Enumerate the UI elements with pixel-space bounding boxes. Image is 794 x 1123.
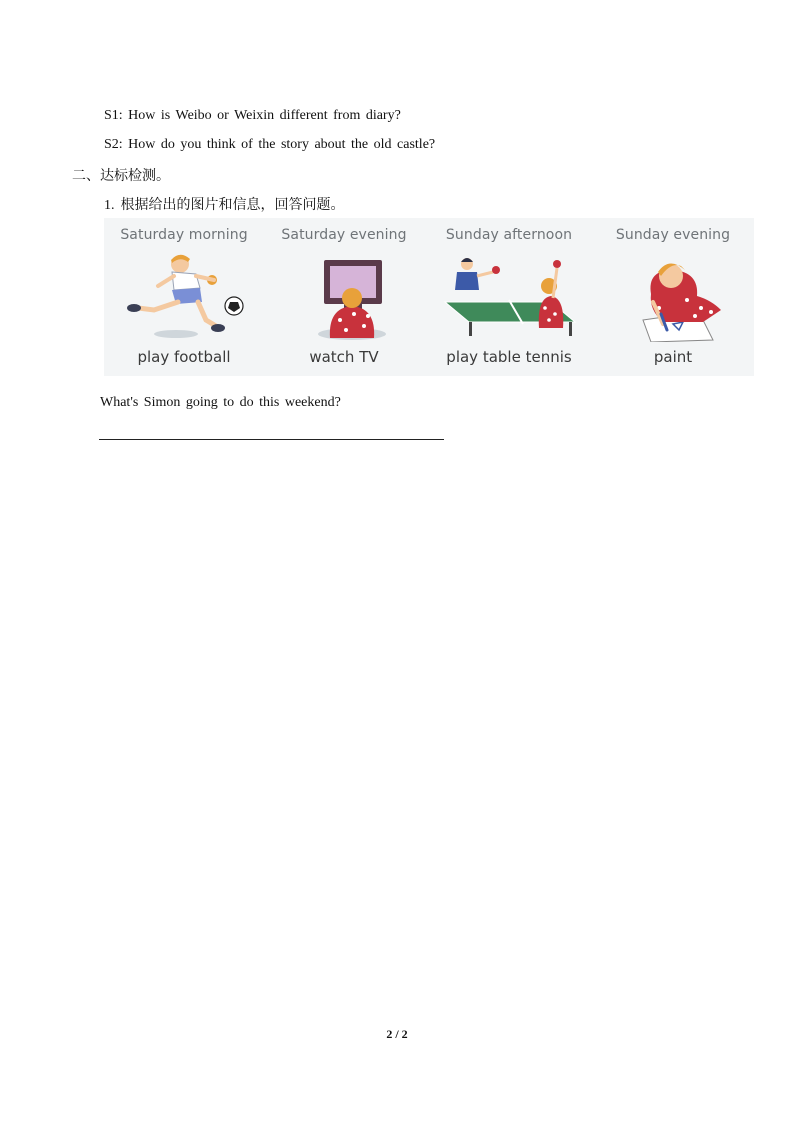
question-number: 1. <box>104 198 115 213</box>
question-text: What's Simon going to do this weekend? <box>100 395 341 410</box>
activity-time: Sunday evening <box>615 227 731 243</box>
activity-sunday-evening <box>593 218 753 376</box>
activity-label: play table tennis <box>446 348 572 366</box>
activity-label: play football <box>137 348 231 366</box>
dialog-line-s1: S1: How is Weibo or Weixin different from diary? <box>104 108 401 123</box>
answer-blank-line[interactable] <box>99 439 444 440</box>
question-instruction <box>104 194 345 214</box>
activity-picture-panel <box>104 218 754 376</box>
activity-saturday-morning <box>104 218 264 376</box>
table-tennis-icon <box>439 250 579 342</box>
football-player-icon <box>114 250 254 342</box>
section-title: 二、达标检测。 <box>72 168 170 184</box>
activity-saturday-evening <box>264 218 424 376</box>
activity-time: Saturday evening <box>281 227 407 243</box>
page-number: 2 / 2 <box>386 1027 408 1041</box>
activity-time: Sunday afternoon <box>445 227 573 243</box>
dialog-line-s2: S2: How do you think of the story about the old castle? <box>104 137 436 152</box>
activity-sunday-afternoon <box>429 218 589 376</box>
activity-label: paint <box>653 348 693 366</box>
instruction-text: 根据给出的图片和信息，回答问题。 <box>120 197 345 213</box>
activity-time: Saturday morning <box>120 227 248 243</box>
tv-watcher-icon <box>274 250 414 342</box>
painting-boy-icon <box>603 250 743 342</box>
activity-label: watch TV <box>309 348 379 366</box>
